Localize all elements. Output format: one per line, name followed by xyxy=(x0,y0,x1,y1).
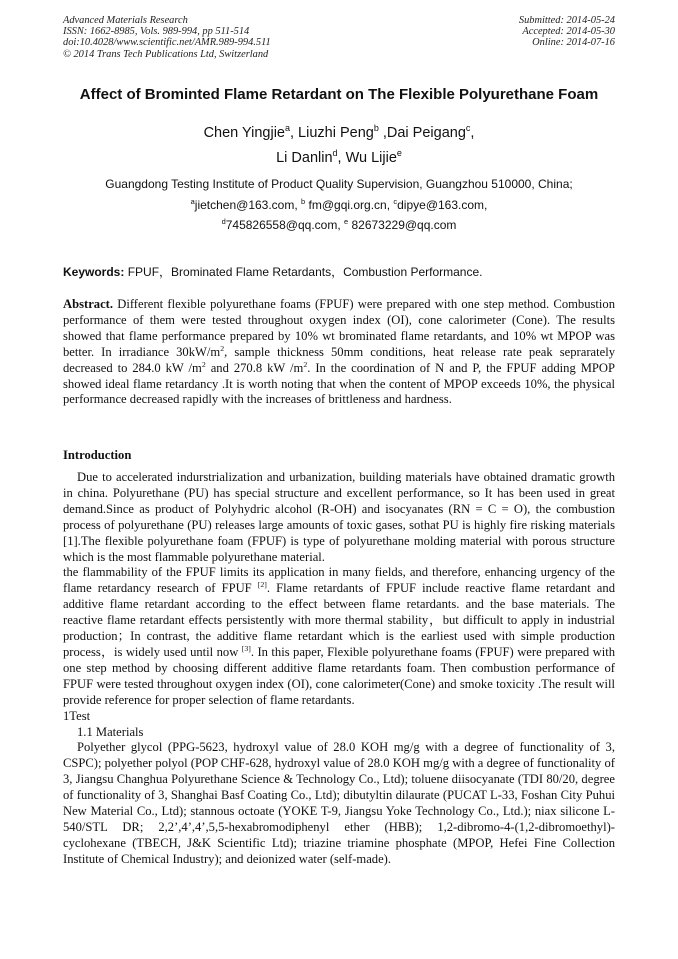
abstract-paragraph xyxy=(63,297,615,408)
email-line-2 xyxy=(20,218,658,232)
email-mark: b xyxy=(301,197,306,206)
citation: [2] xyxy=(257,580,267,590)
intro-text: . Flame retardants of FPUF include reactive flame retardant and additive flame retardant according to the effect between flame retardants. and the base materials. The reactive flame retardant effects persistently with more thermal stability，but difficult to apply in industrial production；In contrast, the additive flame retardant which is the earliest used with simple production process，is widely used until now xyxy=(63,581,615,659)
materials-paragraph: Polyether glycol (PPG-5623, hydroxyl value of 28.0 KOH mg/g with a degree of functionality of 3, CSPC); polyether polyol (POP CHF-628, hydroxyl value of 28.0 KOH mg/g with a degree of functionality of 3, Jiangsu Changhua Polyurethane Science & Technology Co., Ltd); toluene diisocyanate (TDI 80/20, degree of functionality of 3, Shanghai Basf Coating Co., Ltd); dibutyltin dilaurate (PUCAT L-33, Foshan City Puhui New Material Co., Ltd); stannous octoate (YOKE T-9, Jiangsu Yoke Technology Co., Ltd.); niax silicone L-540/STL DR; 2,2’,4’,4’,5,5-hexabromodiphenyl ether (HBB); 1,2-dibromo-4-(1,2-dibromoethyl)-cyclohexane (TBECH, J&K Scientific Ltd); triazine triamine phosphate (MPOP, Hefei Fine Collection Institute of Chemical Industry); and deionized water (self-made). xyxy=(63,740,615,866)
author-line-1 xyxy=(20,125,658,141)
journal-copyright: © 2014 Trans Tech Publications Ltd, Switzerland xyxy=(63,48,269,60)
author-mark: c xyxy=(465,123,471,134)
email-mark: a xyxy=(190,197,195,206)
keywords-label: Keywords: xyxy=(63,265,125,279)
introduction-body xyxy=(63,470,615,868)
author-name: Chen Yingjie xyxy=(203,125,285,141)
superscript: 2 xyxy=(201,359,206,369)
abstract-text: and 270.8 kW /m xyxy=(205,360,304,375)
author-mark: a xyxy=(284,123,290,134)
journal-name: Advanced Materials Research xyxy=(63,15,188,26)
test-heading: 1Test xyxy=(63,708,91,723)
email-mark: c xyxy=(393,197,398,206)
author-separator: , xyxy=(470,125,475,141)
affiliation: Guangdong Testing Institute of Product Quality Supervision, Guangzhou 510000, China; xyxy=(105,177,573,191)
journal-info xyxy=(63,15,271,60)
accepted-date: Accepted: 2014-05-30 xyxy=(522,26,615,38)
keywords-text: FPUF，Brominated Flame Retardants，Combustion Performance. xyxy=(124,265,483,279)
author-mark: e xyxy=(396,148,402,159)
author-mark: d xyxy=(332,148,338,159)
submitted-date: Submitted: 2014-05-24 xyxy=(518,15,615,26)
author-name: ,Dai Peigang xyxy=(378,125,466,141)
materials-subheading: 1.1 Materials xyxy=(77,724,144,739)
superscript: 2 xyxy=(220,343,225,353)
abstract-label: Abstract. xyxy=(63,297,114,311)
author-mark: b xyxy=(373,123,379,134)
abstract-text: Different flexible polyurethane foams (FPUF) were prepared with one step method. Combustion performance of them were tested throughout oxygen index (OI), cone calorimeter (Cone). The results showed that flame performance prepared by 10% wt brominated flame retardants, and 10% wt MPOP was better. In irradiance 30kW/m xyxy=(63,297,615,359)
email-address: 82673229@qq.com xyxy=(348,218,457,232)
intro-paragraph-2 xyxy=(63,565,615,708)
email-address: jietchen@163.com, xyxy=(194,198,298,212)
intro-text: the flammability of the FPUF limits its application in many fields, and therefore, enhancing urgency of the flame retardancy research of FPUF xyxy=(63,565,615,596)
journal-doi: doi:10.4028/www.scientific.net/AMR.989-994.511 xyxy=(63,37,271,49)
citation: [3] xyxy=(241,643,251,653)
keywords xyxy=(63,263,483,280)
email-line-1 xyxy=(20,198,658,212)
superscript: 2 xyxy=(303,359,308,369)
abstract-text: . In the coordination of N and P, the FPUF adding MPOP showed ideal flame retardancy .It is worth noting that when the content of MPOP exceeds 10%, the physical performance decreased rapidly with the increases of brittleness and hardness. xyxy=(63,360,616,407)
abstract xyxy=(63,297,615,408)
abstract-text: , sample thickness 50mm conditions, heat release rate peak seprarately decreased to 284.0 kW /m xyxy=(63,344,615,375)
intro-paragraph-1: Due to accelerated indurstrialization and urbanization, building materials have obtained dramatic growth in china. Polyurethane (PU) has special structure and excellent performance, so It has been used in great demand.Since as product of Polyhydric alcohol (R-OH) and isocyanates (RN = C = O), the combustion process of polyurethane (PU) releases large amounts of toxic gases, sothat PU is highly fire risking materials [1].The flexible polyurethane foam (FPUF) is type of polyurethane molding material with porous structure which is the most flammable polyurethane material. xyxy=(63,470,615,564)
intro-text: . In this paper, Flexible polyurethane foams (FPUF) were prepared with one step method by choosing different additive flame retardants foam. Then combustion performance of FPUF were tested throughout oxygen index (OI), cone calorimeter(Cone) and smoke toxicity .The result will provide reference for proper selection of flame retardants. xyxy=(63,644,615,707)
email-mark: d xyxy=(221,217,226,226)
submission-dates xyxy=(519,15,615,49)
email-address: fm@gqi.org.cn, xyxy=(305,198,391,212)
author-line-2 xyxy=(20,150,658,166)
email-address: 745826558@qq.com, xyxy=(225,218,341,232)
introduction-heading: Introduction xyxy=(63,448,132,462)
online-date: Online: 2014-07-16 xyxy=(532,37,615,49)
author-name: Li Danlin xyxy=(276,150,333,166)
email-mark: e xyxy=(344,217,349,226)
author-name: , Liuzhi Peng xyxy=(289,125,374,141)
author-name: , Wu Lijie xyxy=(337,150,397,166)
paper-title: Affect of Brominted Flame Retardant on The Flexible Polyurethane Foam xyxy=(79,86,599,103)
email-address: dipye@163.com, xyxy=(397,198,488,212)
journal-issn: ISSN: 1662-8985, Vols. 989-994, pp 511-514 xyxy=(63,26,250,38)
